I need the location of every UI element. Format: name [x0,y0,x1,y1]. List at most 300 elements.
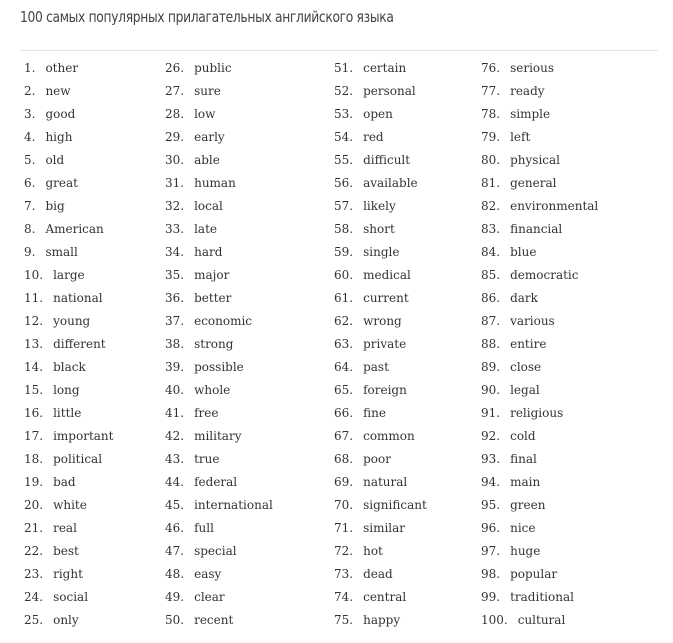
word-list-item [24,471,113,494]
word-rank-number: 66. [334,406,354,420]
adjective-word: huge [510,544,541,558]
word-list-item [481,333,598,356]
adjective-word: great [45,176,78,190]
word-rank-number: 80. [481,153,501,167]
word-rank-number: 43. [165,452,185,466]
word-list-item [481,448,598,471]
word-rank-number: 90. [481,383,501,397]
adjective-word: special [194,544,237,558]
adjective-word: American [45,222,104,236]
word-list-item [481,379,598,402]
adjective-word: military [194,429,242,443]
adjective-word: serious [510,61,555,75]
adjective-word: free [194,406,219,420]
adjective-word: only [53,613,79,627]
adjective-word: hard [194,245,223,259]
word-list-item [165,80,273,103]
word-rank-number: 83. [481,222,501,236]
word-rank-number: 13. [24,337,44,351]
word-list-item [334,402,427,425]
word-list-item [165,540,273,563]
word-rank-number: 32. [165,199,185,213]
word-list-item [334,218,427,241]
word-rank-number: 49. [165,590,185,604]
word-rank-number: 28. [165,107,185,121]
adjective-word: economic [194,314,253,328]
word-rank-number: 17. [24,429,44,443]
word-list [0,57,673,637]
adjective-word: easy [194,567,222,581]
adjective-word: similar [363,521,406,535]
adjective-word: traditional [510,590,574,604]
word-rank-number: 85. [481,268,501,282]
word-list-item [481,609,598,632]
adjective-word: social [53,590,89,604]
word-rank-number: 18. [24,452,44,466]
word-list-item [334,609,427,632]
word-list-item [165,425,273,448]
word-rank-number: 3. [24,107,36,121]
page-title: 100 самых популярных прилагательных английского языка [20,8,394,26]
adjective-word: international [194,498,273,512]
adjective-word: medical [363,268,411,282]
adjective-word: young [53,314,91,328]
word-rank-number: 72. [334,544,354,558]
word-list-item [165,103,273,126]
adjective-word: whole [194,383,231,397]
adjective-word: left [510,130,531,144]
word-rank-number: 26. [165,61,185,75]
word-list-item [24,80,113,103]
adjective-word: white [53,498,87,512]
word-rank-number: 70. [334,498,354,512]
adjective-word: available [363,176,418,190]
word-rank-number: 36. [165,291,185,305]
adjective-word: federal [194,475,238,489]
word-rank-number: 67. [334,429,354,443]
word-list-item [24,540,113,563]
adjective-word: dark [510,291,538,305]
adjective-word: cold [510,429,536,443]
adjective-word: happy [363,613,401,627]
adjective-word: clear [194,590,225,604]
adjective-word: simple [510,107,551,121]
adjective-word: large [53,268,85,282]
word-rank-number: 45. [165,498,185,512]
word-rank-number: 98. [481,567,501,581]
word-rank-number: 25. [24,613,44,627]
adjective-word: public [194,61,232,75]
adjective-word: red [363,130,384,144]
word-rank-number: 2. [24,84,36,98]
adjective-word: small [45,245,78,259]
word-list-item [334,356,427,379]
adjective-word: old [45,153,65,167]
adjective-word: political [53,452,103,466]
word-list-item [334,471,427,494]
word-rank-number: 33. [165,222,185,236]
adjective-word: late [194,222,218,236]
word-list-item [24,126,113,149]
word-rank-number: 39. [165,360,185,374]
word-list-item [481,57,598,80]
word-rank-number: 95. [481,498,501,512]
word-list-item [481,310,598,333]
word-list-item [481,149,598,172]
adjective-word: foreign [363,383,407,397]
word-list-item [334,80,427,103]
word-list-item [24,402,113,425]
word-list-item [24,57,113,80]
word-list-item [481,425,598,448]
word-list-item [481,172,598,195]
word-list-item [481,126,598,149]
adjective-word: nice [510,521,536,535]
word-rank-number: 84. [481,245,501,259]
word-rank-number: 59. [334,245,354,259]
adjective-word: cultural [517,613,566,627]
word-list-item [165,609,273,632]
word-rank-number: 60. [334,268,354,282]
word-rank-number: 21. [24,521,44,535]
adjective-word: possible [194,360,244,374]
word-rank-number: 63. [334,337,354,351]
word-rank-number: 9. [24,245,36,259]
word-list-item [481,402,598,425]
adjective-word: general [510,176,557,190]
word-list-item [334,517,427,540]
word-rank-number: 87. [481,314,501,328]
word-rank-number: 6. [24,176,36,190]
adjective-word: true [194,452,220,466]
word-list-item [481,218,598,241]
adjective-word: poor [363,452,391,466]
adjective-word: personal [363,84,416,98]
word-list-item [334,494,427,517]
word-list-item [334,333,427,356]
word-list-item [481,517,598,540]
word-rank-number: 22. [24,544,44,558]
word-list-item [334,195,427,218]
word-rank-number: 8. [24,222,36,236]
word-rank-number: 16. [24,406,44,420]
word-list-item [165,264,273,287]
word-list-item [24,448,113,471]
adjective-word: different [53,337,106,351]
word-list-item [165,126,273,149]
adjective-word: real [53,521,77,535]
adjective-word: natural [363,475,408,489]
word-list-item [334,149,427,172]
word-rank-number: 99. [481,590,501,604]
word-list-item [165,379,273,402]
word-list-item [165,471,273,494]
adjective-word: little [53,406,82,420]
word-rank-number: 41. [165,406,185,420]
word-list-item [334,57,427,80]
word-rank-number: 42. [165,429,185,443]
word-list-item [481,356,598,379]
word-list-item [24,310,113,333]
word-rank-number: 71. [334,521,354,535]
adjective-word: open [363,107,393,121]
adjective-word: able [194,153,220,167]
word-rank-number: 35. [165,268,185,282]
word-rank-number: 38. [165,337,185,351]
adjective-word: past [363,360,389,374]
adjective-word: central [363,590,407,604]
word-list-item [165,402,273,425]
word-list-item [24,264,113,287]
word-rank-number: 20. [24,498,44,512]
word-list-item [481,287,598,310]
adjective-word: dead [363,567,393,581]
word-list-item [334,241,427,264]
adjective-word: current [363,291,409,305]
word-list-item [24,356,113,379]
adjective-word: entire [510,337,547,351]
word-list-item [24,425,113,448]
word-column-2 [165,57,273,632]
adjective-word: democratic [510,268,579,282]
word-rank-number: 88. [481,337,501,351]
word-list-item [481,471,598,494]
adjective-word: low [194,107,216,121]
adjective-word: important [53,429,114,443]
adjective-word: blue [510,245,537,259]
word-list-item [334,126,427,149]
word-rank-number: 14. [24,360,44,374]
adjective-word: good [45,107,76,121]
word-list-item [481,264,598,287]
adjective-word: green [510,498,546,512]
word-list-item [165,287,273,310]
word-rank-number: 44. [165,475,185,489]
word-rank-number: 79. [481,130,501,144]
word-list-item [334,103,427,126]
word-list-item [165,57,273,80]
adjective-word: better [194,291,232,305]
word-list-item [24,241,113,264]
word-list-item [24,379,113,402]
word-rank-number: 4. [24,130,36,144]
word-rank-number: 50. [165,613,185,627]
adjective-word: main [510,475,541,489]
adjective-word: wrong [363,314,402,328]
adjective-word: human [194,176,236,190]
word-list-item [481,241,598,264]
adjective-word: popular [510,567,558,581]
word-rank-number: 48. [165,567,185,581]
adjective-word: other [45,61,79,75]
adjective-word: strong [194,337,234,351]
adjective-word: local [194,199,223,213]
adjective-word: bad [53,475,76,489]
word-rank-number: 96. [481,521,501,535]
word-rank-number: 69. [334,475,354,489]
word-rank-number: 97. [481,544,501,558]
adjective-word: legal [510,383,540,397]
adjective-word: religious [510,406,564,420]
word-rank-number: 64. [334,360,354,374]
adjective-word: major [194,268,230,282]
word-rank-number: 62. [334,314,354,328]
word-rank-number: 57. [334,199,354,213]
adjective-word: right [53,567,83,581]
word-list-item [165,241,273,264]
word-rank-number: 1. [24,61,36,75]
word-list-item [165,333,273,356]
word-rank-number: 100. [481,613,508,627]
word-list-item [481,195,598,218]
word-rank-number: 47. [165,544,185,558]
word-list-item [165,218,273,241]
word-rank-number: 93. [481,452,501,466]
word-rank-number: 27. [165,84,185,98]
word-rank-number: 37. [165,314,185,328]
word-list-item [165,448,273,471]
adjective-word: black [53,360,86,374]
word-rank-number: 53. [334,107,354,121]
word-rank-number: 51. [334,61,354,75]
adjective-word: difficult [363,153,411,167]
word-list-item [165,310,273,333]
adjective-word: environmental [510,199,599,213]
word-list-item [481,540,598,563]
adjective-word: full [194,521,214,535]
word-list-item [24,287,113,310]
word-list-item [334,310,427,333]
word-column-4 [481,57,598,632]
word-list-item [165,586,273,609]
word-rank-number: 74. [334,590,354,604]
word-rank-number: 65. [334,383,354,397]
word-rank-number: 34. [165,245,185,259]
word-list-item [334,563,427,586]
word-list-item [24,172,113,195]
word-list-item [334,448,427,471]
word-rank-number: 75. [334,613,354,627]
word-list-item [334,264,427,287]
word-rank-number: 82. [481,199,501,213]
adjective-word: close [510,360,542,374]
word-list-item [334,425,427,448]
adjective-word: common [363,429,415,443]
word-rank-number: 29. [165,130,185,144]
word-list-item [24,195,113,218]
word-list-item [24,149,113,172]
adjective-word: financial [510,222,563,236]
word-list-item [481,586,598,609]
word-list-item [24,586,113,609]
adjective-word: significant [363,498,427,512]
word-list-item [165,149,273,172]
word-list-item [481,103,598,126]
word-rank-number: 46. [165,521,185,535]
adjective-word: national [53,291,103,305]
word-list-item [24,563,113,586]
word-rank-number: 56. [334,176,354,190]
word-list-item [481,563,598,586]
adjective-word: physical [510,153,560,167]
word-list-item [165,563,273,586]
adjective-word: fine [363,406,386,420]
word-rank-number: 7. [24,199,36,213]
word-rank-number: 5. [24,153,36,167]
adjective-word: big [45,199,65,213]
word-rank-number: 61. [334,291,354,305]
adjective-word: various [510,314,555,328]
adjective-word: high [45,130,73,144]
word-list-item [334,540,427,563]
word-column-1 [24,57,113,632]
word-list-item [334,586,427,609]
word-list-item [24,218,113,241]
word-rank-number: 73. [334,567,354,581]
word-rank-number: 19. [24,475,44,489]
word-rank-number: 78. [481,107,501,121]
adjective-word: likely [363,199,396,213]
word-rank-number: 86. [481,291,501,305]
word-rank-number: 12. [24,314,44,328]
word-rank-number: 23. [24,567,44,581]
word-rank-number: 92. [481,429,501,443]
word-rank-number: 77. [481,84,501,98]
word-list-item [334,172,427,195]
word-rank-number: 55. [334,153,354,167]
word-list-item [334,379,427,402]
word-list-item [24,494,113,517]
word-list-item [165,517,273,540]
word-list-item [165,494,273,517]
word-rank-number: 81. [481,176,501,190]
word-rank-number: 31. [165,176,185,190]
word-rank-number: 54. [334,130,354,144]
word-list-item [334,287,427,310]
word-list-item [165,356,273,379]
word-list-item [24,333,113,356]
word-rank-number: 11. [24,291,44,305]
adjective-word: new [45,84,71,98]
adjective-word: long [53,383,80,397]
word-rank-number: 52. [334,84,354,98]
adjective-word: ready [510,84,545,98]
word-list-item [481,494,598,517]
word-rank-number: 91. [481,406,501,420]
word-list-item [165,195,273,218]
adjective-word: best [53,544,79,558]
word-rank-number: 76. [481,61,501,75]
adjective-word: final [510,452,537,466]
word-rank-number: 24. [24,590,44,604]
word-rank-number: 10. [24,268,44,282]
word-rank-number: 40. [165,383,185,397]
word-rank-number: 94. [481,475,501,489]
word-list-item [165,172,273,195]
word-list-item [24,609,113,632]
adjective-word: recent [194,613,234,627]
word-rank-number: 89. [481,360,501,374]
adjective-word: hot [363,544,383,558]
adjective-word: private [363,337,407,351]
adjective-word: early [194,130,225,144]
word-rank-number: 15. [24,383,44,397]
adjective-word: single [363,245,400,259]
adjective-word: certain [363,61,407,75]
word-list-item [481,80,598,103]
title-divider [20,50,658,51]
word-rank-number: 58. [334,222,354,236]
